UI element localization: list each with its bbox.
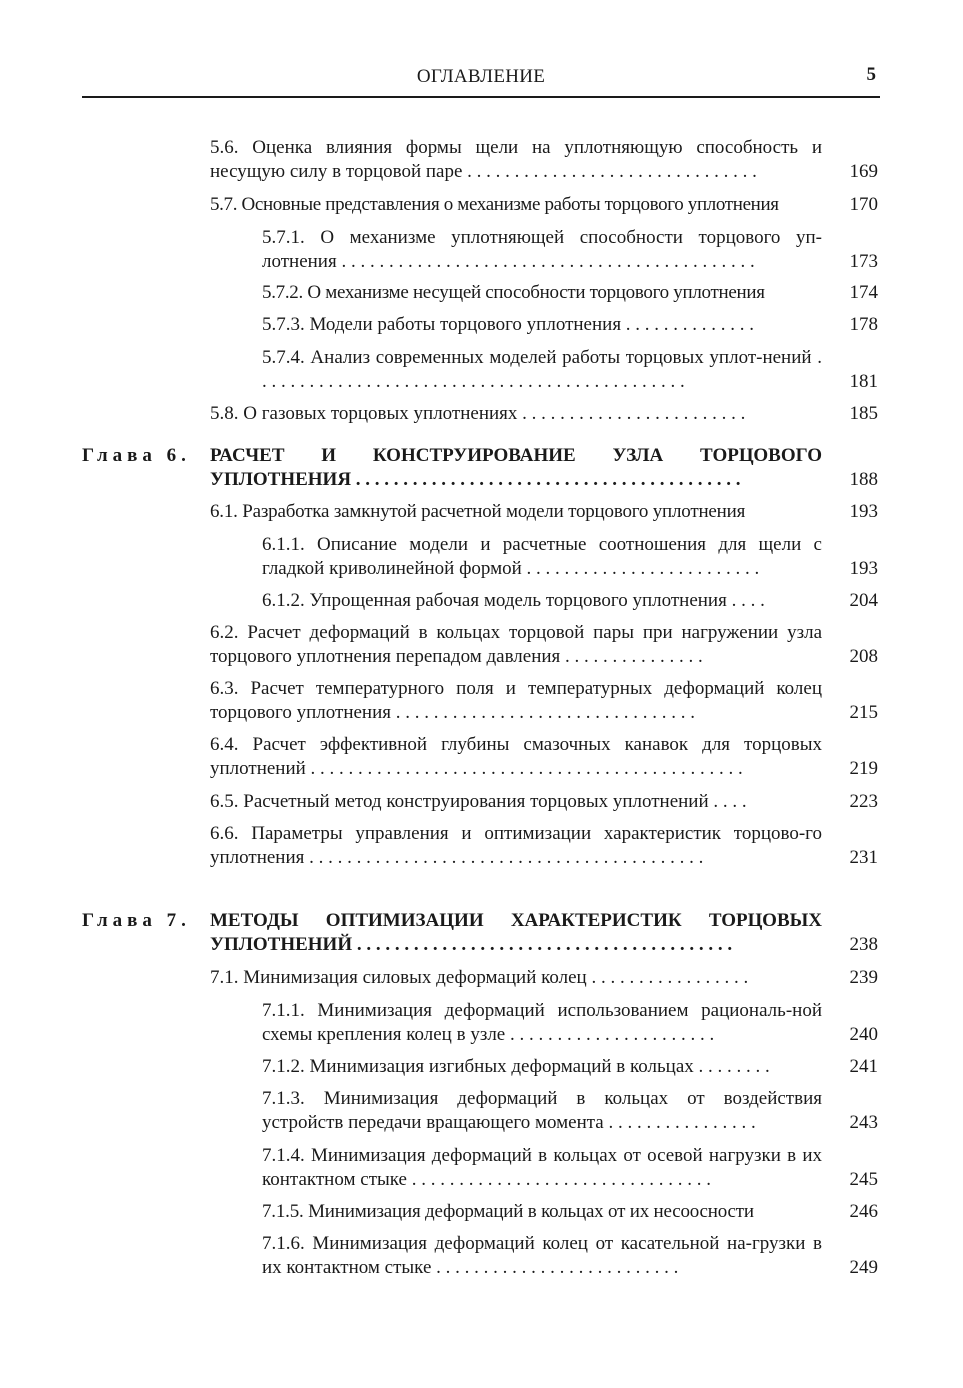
toc-entry-text: РАСЧЕТ И КОНСТРУИРОВАНИЕ УЗЛА ТОРЦОВОГО УПЛОТНЕНИЯ . . . . . . . . . . . . . . . . . . . . . . . . . . . . . . . . . . . . . . . . . bbox=[210, 445, 822, 490]
toc-entry-text: 5.8. О газовых торцовых уплотнениях . . . . . . . . . . . . . . . . . . . . . . . . bbox=[210, 403, 746, 424]
toc-entry-text: 5.7.4. Анализ современных моделей работы торцовых уплот-нений . . . . . . . . . . . . . . . . . . . . . . . . . . . . . . . . . . . . . . . . . . . . . . bbox=[262, 347, 822, 392]
toc-entry-text: МЕТОДЫ ОПТИМИЗАЦИИ ХАРАКТЕРИСТИК ТОРЦОВЫХ УПЛОТНЕНИЙ . . . . . . . . . . . . . . . . . . . . . . . . . . . . . . . . . . . . . . . . bbox=[210, 910, 822, 955]
toc-entry-page: 174 bbox=[849, 282, 878, 303]
toc-entry-text: 6.4. Расчет эффективной глубины смазочных канавок для торцовых уплотнений . . . . . . . . . . . . . . . . . . . . . . . . . . . . . . . . . . . . . . . . . . . . . . bbox=[210, 734, 822, 779]
toc-entry-text: 6.1.2. Упрощенная рабочая модель торцового уплотнения . . . . bbox=[262, 590, 765, 611]
toc-entry-text: 6.6. Параметры управления и оптимизации характеристик торцово-го уплотнения . . . . . . . . . . . . . . . . . . . . . . . . . . . . . . . . . . . . . . . . . . bbox=[210, 823, 822, 868]
toc-entry-page: 241 bbox=[849, 1056, 878, 1077]
toc-entry-text: 7.1.6. Минимизация деформаций колец от касательной на-грузки в их контактном стыке . . . . . . . . . . . . . . . . . . . . . . . . . . bbox=[262, 1233, 822, 1278]
toc-entry-page: 219 bbox=[849, 758, 878, 779]
toc-entry-page: 240 bbox=[849, 1024, 878, 1045]
toc-entry-text: 7.1.2. Минимизация изгибных деформаций в кольцах . . . . . . . . bbox=[262, 1056, 770, 1077]
toc-entry-text: 6.1. Разработка замкнутой расчетной модели торцового уплотнения bbox=[210, 501, 746, 522]
chapter-7-label: Глава 7. bbox=[82, 910, 191, 931]
toc-entry-page: 208 bbox=[849, 646, 878, 667]
toc-entry-page: 238 bbox=[849, 934, 878, 955]
toc-entry-page: 173 bbox=[849, 251, 878, 272]
toc-entry-page: 231 bbox=[849, 847, 878, 868]
toc-entry-text: 5.7.1. О механизме уплотняющей способности торцового уп-лотнения . . . . . . . . . . . . . . . . . . . . . . . . . . . . . . . . . . . . . . . . . . . . bbox=[262, 227, 822, 272]
toc-entry-page: 245 bbox=[849, 1169, 878, 1190]
toc-entry-text: 6.5. Расчетный метод конструирования торцовых уплотнений . . . . bbox=[210, 791, 747, 812]
toc-entry-page: 169 bbox=[849, 161, 878, 182]
toc-entry-page: 243 bbox=[849, 1112, 878, 1133]
toc-entry-text: 7.1. Минимизация силовых деформаций колец . . . . . . . . . . . . . . . . . bbox=[210, 967, 749, 988]
toc-entry-text: 6.1.1. Описание модели и расчетные соотношения для щели с гладкой криволинейной формой . . . . . . . . . . . . . . . . . . . . . . . . . bbox=[262, 534, 822, 579]
toc-entry-text: 7.1.5. Минимизация деформаций в кольцах от их несоосности bbox=[262, 1201, 754, 1222]
toc-entry-page: 170 bbox=[849, 194, 878, 215]
toc-entry-text: 6.2. Расчет деформаций в кольцах торцовой пары при нагружении узла торцового уплотнения перепадом давления . . . . . . . . . . . . . . . bbox=[210, 622, 822, 667]
page-title: ОГЛАВЛЕНИЕ bbox=[416, 66, 546, 87]
toc-entry-page: 249 bbox=[849, 1257, 878, 1278]
page-header bbox=[82, 62, 880, 98]
toc-entry-page: 239 bbox=[849, 967, 878, 988]
toc-entry-page: 193 bbox=[849, 558, 878, 579]
toc-entry-text: 5.7.2. О механизме несущей способности торцового уплотнения bbox=[262, 282, 765, 303]
chapter-6-label: Глава 6. bbox=[82, 445, 191, 466]
toc-entry-page: 188 bbox=[849, 469, 878, 490]
toc-entry-text: 6.3. Расчет температурного поля и температурных деформаций колец торцового уплотнения . . . . . . . . . . . . . . . . . . . . . . . . . . . . . . . . bbox=[210, 678, 822, 723]
toc-entry-page: 204 bbox=[849, 590, 878, 611]
toc-entry-page: 178 bbox=[849, 314, 878, 335]
toc-entry-text: 7.1.4. Минимизация деформаций в кольцах от осевой нагрузки в их контактном стыке . . . . . . . . . . . . . . . . . . . . . . . . . . . . . . . . bbox=[262, 1145, 822, 1190]
toc-entry-text: 5.7.3. Модели работы торцового уплотнения . . . . . . . . . . . . . . bbox=[262, 314, 755, 335]
toc-entry-text: 5.6. Оценка влияния формы щели на уплотняющую способность и несущую силу в торцовой паре . . . . . . . . . . . . . . . . . . . . . . . . . . . . . . . bbox=[210, 137, 822, 182]
toc-entry-page: 223 bbox=[849, 791, 878, 812]
toc-entry-page: 193 bbox=[849, 501, 878, 522]
toc-entry-text: 7.1.1. Минимизация деформаций использованием рациональ-ной схемы крепления колец в узле . . . . . . . . . . . . . . . . . . . . . . bbox=[262, 1000, 822, 1045]
page-number: 5 bbox=[866, 64, 876, 85]
toc-entry-page: 181 bbox=[849, 371, 878, 392]
toc-entry-page: 215 bbox=[849, 702, 878, 723]
toc-entry-text: 5.7. Основные представления о механизме работы торцового уплотнения bbox=[210, 194, 779, 215]
toc-entry-text: 7.1.3. Минимизация деформаций в кольцах от воздействия устройств передачи вращающего момента . . . . . . . . . . . . . . . . bbox=[262, 1088, 822, 1133]
toc-entry-page: 185 bbox=[849, 403, 878, 424]
toc-entry-page: 246 bbox=[849, 1201, 878, 1222]
